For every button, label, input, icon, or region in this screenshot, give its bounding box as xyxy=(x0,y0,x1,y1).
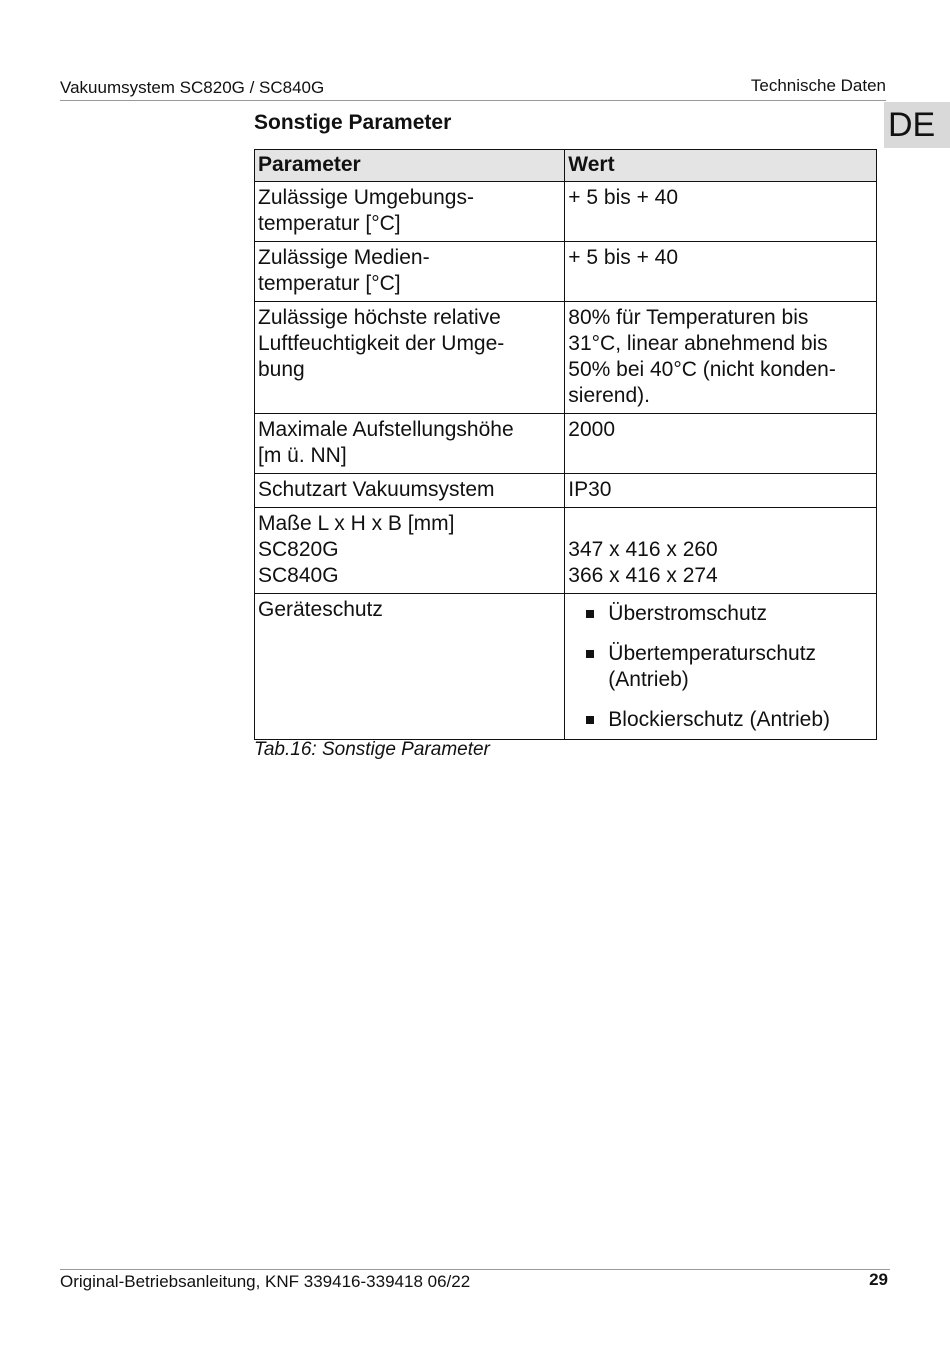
table-row xyxy=(255,508,877,594)
value-text: 347 x 416 x 260 xyxy=(568,538,718,561)
value-text: + 5 bis + 40 xyxy=(568,246,679,269)
value-text: 2000 xyxy=(568,418,615,441)
value-text: + 5 bis + 40 xyxy=(568,186,679,209)
square-bullet-icon xyxy=(586,716,594,724)
value-text: 31°C, linear abnehmend bis xyxy=(568,332,828,355)
language-tab: DE xyxy=(884,102,950,148)
value-text: sierend). xyxy=(568,384,650,407)
list-item xyxy=(568,707,873,733)
parameter-text: bung xyxy=(258,358,305,381)
header-divider xyxy=(60,100,886,101)
table-header-row xyxy=(255,150,877,182)
parameter-cell xyxy=(255,474,565,508)
list-item-text: (Antrieb) xyxy=(608,668,689,691)
value-cell xyxy=(565,594,877,740)
parameter-text: SC820G xyxy=(258,538,339,561)
value-cell xyxy=(565,182,877,242)
parameter-cell xyxy=(255,508,565,594)
value-cell xyxy=(565,508,877,594)
header-chapter-title: Technische Daten xyxy=(750,76,886,95)
header-document-title: Vakuumsystem SC820G / SC840G xyxy=(60,78,325,97)
column-header-value: Wert xyxy=(565,150,877,182)
table-row xyxy=(255,302,877,414)
value-text: 50% bei 40°C (nicht konden- xyxy=(568,358,836,381)
section-title: Sonstige Parameter xyxy=(254,111,452,134)
value-text: 366 x 416 x 274 xyxy=(568,564,718,587)
page-number: 29 xyxy=(869,1270,888,1289)
parameter-text: Maximale Aufstellungshöhe xyxy=(258,418,514,441)
parameter-text: temperatur [°C] xyxy=(258,272,401,295)
parameter-text: Schutzart Vakuumsystem xyxy=(258,478,495,501)
parameter-cell xyxy=(255,414,565,474)
table-row xyxy=(255,474,877,508)
parameters-table xyxy=(254,149,877,740)
value-cell xyxy=(565,302,877,414)
value-cell xyxy=(565,242,877,302)
parameter-cell xyxy=(255,242,565,302)
parameter-cell xyxy=(255,182,565,242)
parameter-cell xyxy=(255,594,565,740)
parameter-text: [m ü. NN] xyxy=(258,444,347,467)
list-item xyxy=(568,601,873,627)
parameter-text: Maße L x H x B [mm] xyxy=(258,512,455,535)
parameter-text: Zulässige Medien- xyxy=(258,246,430,269)
value-text: IP30 xyxy=(568,478,612,501)
parameter-text: Zulässige höchste relative xyxy=(258,306,501,329)
parameter-text: SC840G xyxy=(258,564,339,587)
table-row xyxy=(255,594,877,740)
table-caption: Tab.16: Sonstige Parameter xyxy=(254,739,490,760)
list-item xyxy=(568,641,873,693)
value-spacer xyxy=(568,511,873,537)
parameter-text: temperatur [°C] xyxy=(258,212,401,235)
list-item-text: Überstromschutz xyxy=(608,602,767,625)
value-cell xyxy=(565,474,877,508)
column-header-parameter: Parameter xyxy=(255,150,565,182)
parameter-text: Zulässige Umgebungs- xyxy=(258,186,474,209)
table-row xyxy=(255,242,877,302)
square-bullet-icon xyxy=(586,610,594,618)
list-item-text: Blockierschutz (Antrieb) xyxy=(608,708,831,731)
protection-list xyxy=(568,597,873,733)
value-cell xyxy=(565,414,877,474)
parameter-text: Geräteschutz xyxy=(258,598,383,621)
value-text: 80% für Temperaturen bis xyxy=(568,306,809,329)
footer-document-reference: Original-Betriebsanleitung, KNF 339416-339418 06/22 xyxy=(60,1272,471,1291)
table-row xyxy=(255,182,877,242)
table-row xyxy=(255,414,877,474)
parameter-text: Luftfeuchtigkeit der Umge- xyxy=(258,332,505,355)
parameter-cell xyxy=(255,302,565,414)
footer-divider xyxy=(60,1269,890,1270)
list-item-text: Übertemperaturschutz xyxy=(608,642,817,665)
square-bullet-icon xyxy=(586,650,594,658)
